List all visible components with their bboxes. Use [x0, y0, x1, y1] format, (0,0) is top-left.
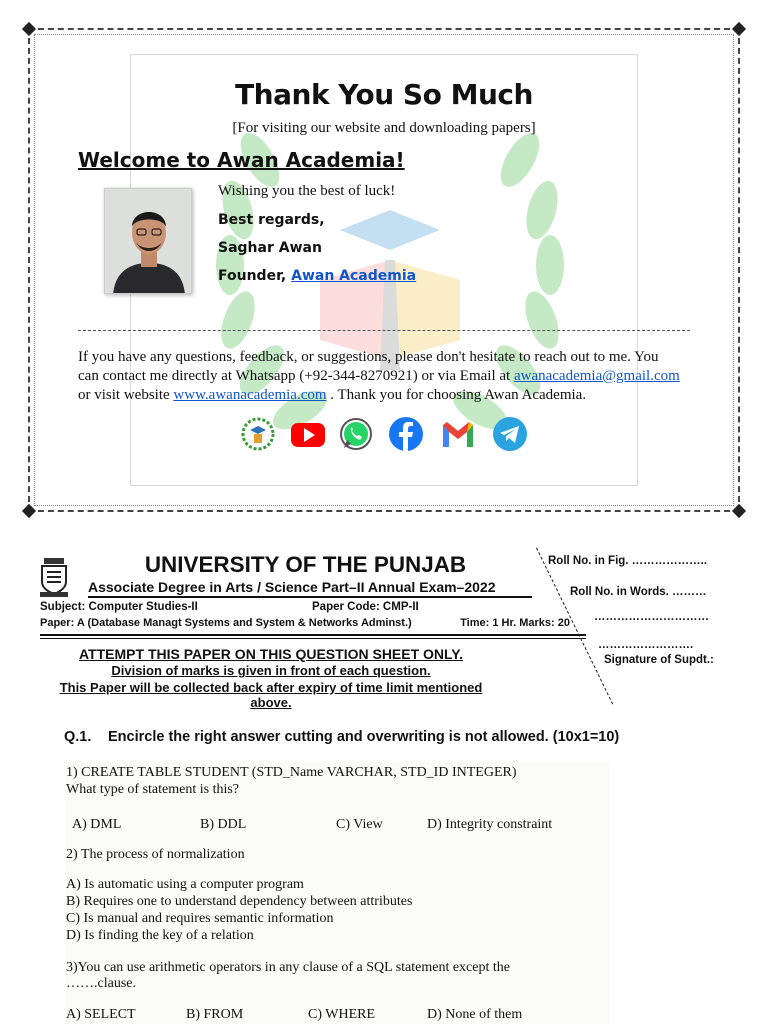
thank-you-subtitle: [For visiting our website and downloading papers] — [232, 120, 536, 136]
contact-text: can contact me directly at Whatsapp (+92-344-8270921) or via Email at — [78, 368, 514, 384]
contact-line-2 — [78, 367, 690, 386]
university-crest-icon — [38, 556, 70, 598]
thank-you-title: Thank You So Much — [235, 78, 533, 111]
mcq-1-option-c[interactable]: C) View — [336, 817, 383, 832]
roll-number-words: Roll No. in Words. ……… — [570, 586, 707, 598]
mcq-1-option-b[interactable]: B) DDL — [200, 817, 247, 832]
contact-text: or visit website — [78, 387, 174, 403]
contact-text: . Thank you for choosing Awan Academia. — [326, 387, 587, 403]
mcq-1-stem: 1) CREATE TABLE STUDENT (STD_Name VARCHAR, STD_ID INTEGER) — [66, 765, 517, 780]
degree-line: Associate Degree in Arts / Science Part–II Annual Exam–2022 — [88, 579, 532, 598]
question-1-heading — [64, 729, 619, 745]
founder-line — [218, 268, 416, 284]
paper-details — [40, 617, 570, 629]
divider — [78, 330, 690, 331]
regards-text: Best regards, — [218, 212, 325, 228]
mcq-3-option-c[interactable]: C) WHERE — [308, 1007, 376, 1022]
paper-name: Paper: A (Database Managt Systems and System & Networks Adminst.) — [40, 617, 412, 629]
mcq-2-stem: 2) The process of normalization — [66, 847, 245, 862]
roll-number-dots: ………………………… — [594, 611, 709, 623]
facebook-icon[interactable] — [388, 416, 424, 452]
subject-label: Subject: Computer Studies-II — [40, 601, 198, 613]
contact-line-1: If you have any questions, feedback, or suggestions, please don't hesitate to reach out to me. You — [78, 349, 659, 365]
wish-text: Wishing you the best of luck! — [218, 183, 396, 199]
signature-label: Signature of Supdt.: — [604, 654, 714, 666]
paper-code-label: Paper Code: CMP-II — [312, 601, 419, 613]
awan-academia-link[interactable]: Awan Academia — [291, 268, 417, 284]
founder-prefix: Founder, — [218, 268, 292, 284]
contact-line-3 — [78, 386, 690, 405]
attempt-instruction: ATTEMPT THIS PAPER ON THIS QUESTION SHEET ONLY. — [78, 646, 463, 662]
mcq-1-option-d[interactable]: D) Integrity constraint — [427, 817, 553, 832]
youtube-icon[interactable] — [290, 416, 326, 452]
question-instruction: Encircle the right answer cutting and overwriting is not allowed. (10x1=10) — [108, 729, 620, 745]
whatsapp-icon[interactable] — [338, 416, 374, 452]
mcq-3-option-b[interactable]: B) FROM — [186, 1007, 244, 1022]
awan-academia-logo-icon[interactable] — [240, 416, 276, 452]
header-rule — [40, 634, 586, 636]
university-name: UNIVERSITY OF THE PUNJAB — [144, 552, 467, 577]
email-link[interactable]: awanacademia@gmail.com — [513, 368, 680, 384]
mcq-2-option-d[interactable]: D) Is finding the key of a relation — [66, 928, 254, 943]
mcq-1-question: What type of statement is this? — [66, 782, 240, 797]
mcq-2-option-b[interactable]: B) Requires one to understand dependency between attributes — [66, 894, 413, 909]
gmail-icon[interactable] — [440, 416, 476, 452]
contact-paragraph — [78, 348, 690, 405]
website-link[interactable]: www.awanacademia.com — [173, 387, 327, 403]
time-marks: Time: 1 Hr. Marks: 20 — [460, 617, 570, 629]
mcq-2-option-c[interactable]: C) Is manual and requires semantic information — [66, 911, 334, 926]
mcq-3-option-a[interactable]: A) SELECT — [66, 1007, 136, 1022]
mcq-scan-area — [66, 762, 610, 1024]
mcq-3-continuation: …….clause. — [66, 976, 136, 991]
telegram-icon[interactable] — [492, 416, 528, 452]
founder-photo — [104, 188, 192, 294]
collection-instruction: This Paper will be collected back after expiry of time limit mentioned above. — [59, 680, 483, 710]
header-rule — [40, 638, 586, 639]
mcq-3-option-d[interactable]: D) None of them — [427, 1007, 523, 1022]
welcome-heading: Welcome to Awan Academia! — [78, 148, 405, 172]
founder-name: Saghar Awan — [218, 240, 322, 256]
mcq-2-option-a[interactable]: A) Is automatic using a computer program — [66, 877, 304, 892]
question-number: Q.1. — [64, 729, 92, 745]
roll-number-figures: Roll No. in Fig. ……………….. — [548, 555, 708, 567]
division-instruction: Division of marks is given in front of each question. — [111, 663, 431, 678]
signature-dots: ……………………. — [598, 639, 694, 651]
mcq-1-option-a[interactable]: A) DML — [72, 817, 122, 832]
mcq-3-stem: 3)You can use arithmetic operators in any clause of a SQL statement except the — [66, 960, 510, 975]
